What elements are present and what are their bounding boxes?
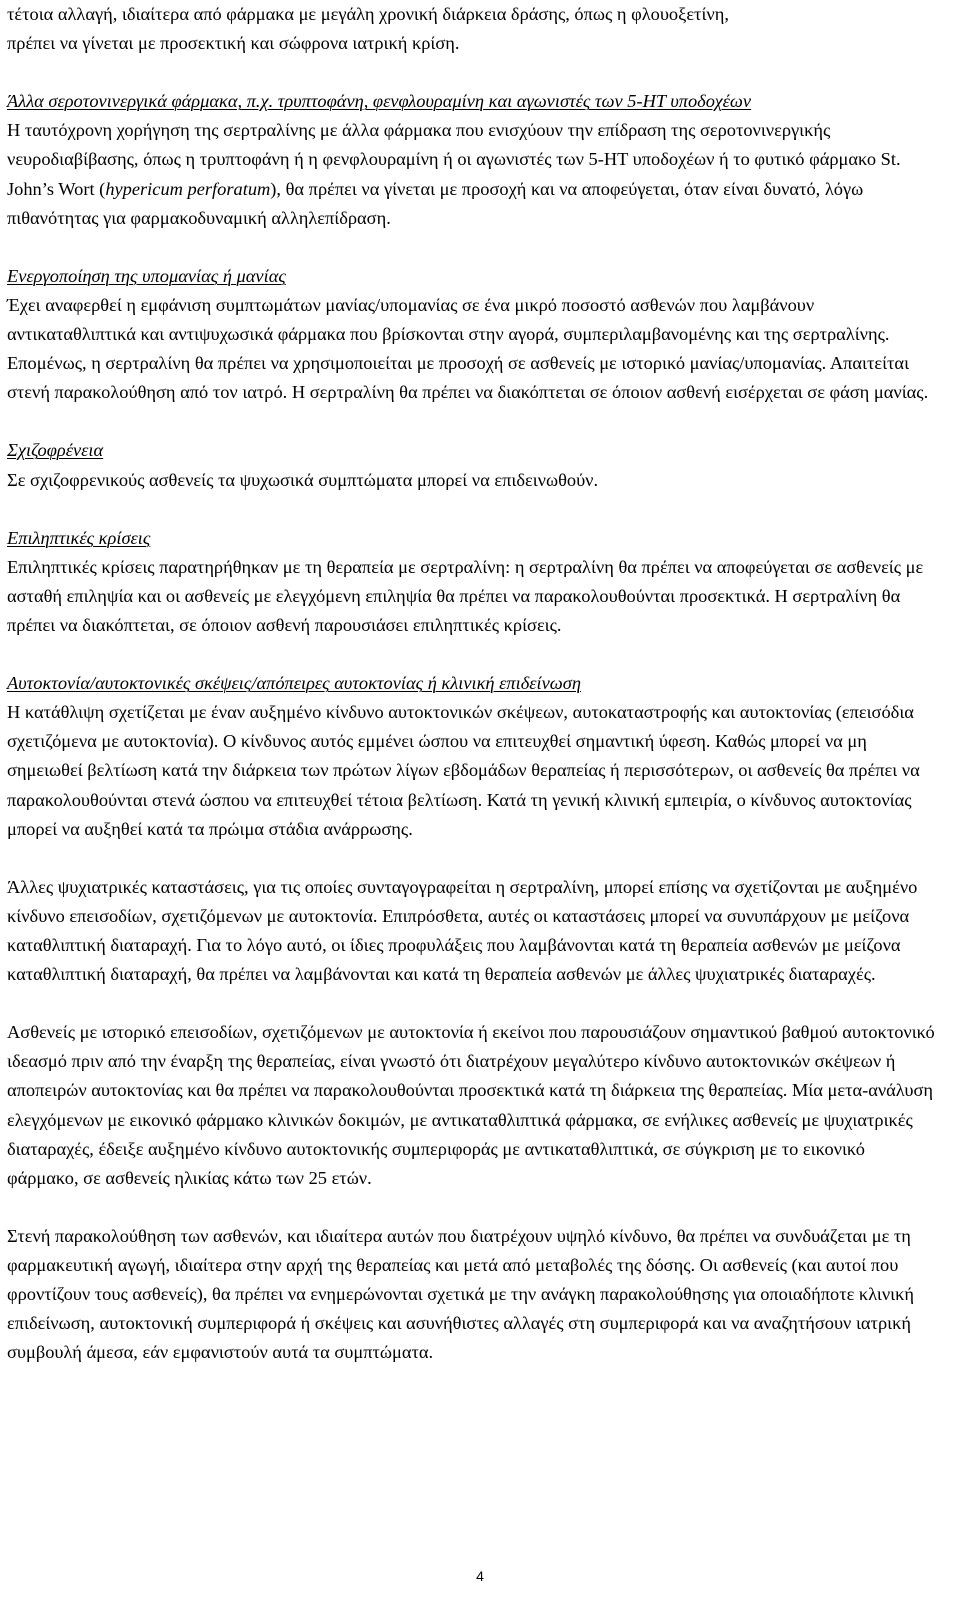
section-body-seizures: Επιληπτικές κρίσεις παρατηρήθηκαν με τη θεραπεία με σερτραλίνη: η σερτραλίνη θα πρέπει να αποφεύγεται σε ασθενείς με ασταθή επιληψία και οι ασθενείς με ελεγχόμενη επιληψία θα πρέπει να παρακολουθούνται προσεκτικά. Η σερτραλίνη θα πρέπει να διακόπτεται, σε όποιον ασθενή παρουσιάσει επιληπτικές κρίσεις. — [7, 556, 924, 635]
suicide-paragraph-4: Στενή παρακολούθηση των ασθενών, και ιδιαίτερα αυτών που διατρέχουν υψηλό κίνδυνο, θα πρέπει να συνδυάζεται με τη φαρμακευτική αγωγή, ιδιαίτερα στην αρχή της θεραπείας και μετά από μεταβολές της δόσης. Οι ασθενείς (και αυτοί που φροντίζουν τους ασθενείς), θα πρέπει να ενημερώνονται σχετικά με την ανάγκη παρακολούθησης για οποιαδήποτε κλινική επιδείνωση, αυτοκτονική συμπεριφορά ή σκέψεις και ασυνήθιστες αλλαγές στη συμπεριφορά και να αναζητήσουν ιατρική συμβουλή άμεσα, εάν εμφανιστούν αυτά τα συμπτώματα. — [7, 1225, 914, 1363]
paragraph-gap — [7, 495, 938, 524]
section-heading-mania: Ενεργοποίηση της υπομανίας ή μανίας — [7, 265, 286, 286]
suicide-paragraph-3: Ασθενείς με ιστορικό επεισοδίων, σχετιζόμενων με αυτοκτονία ή εκείνοι που παρουσιάζουν σημαντικού βαθμού αυτοκτονικό ιδεασμό πριν από την έναρξη της θεραπείας, είναι γνωστό ότι διατρέχουν μεγαλύτερο κίνδυνο αυτοκτονικών σκέψεων ή αποπειρών αυτοκτονίας και θα πρέπει να παρακολουθούνται προσεκτικά κατά τη διάρκεια της θεραπείας. Μία μετα-ανάλυση ελεγχόμενων με εικονικό φάρμακο κλινικών δοκιμών, με αντικαταθλιπτικά φάρμακα, σε ενήλικες ασθενείς με ψυχιατρικές διαταραχές, έδειξε αυξημένο κίνδυνο αυτοκτονικής συμπεριφοράς με αντικαταθλιπτικά, σε σύγκριση με το εικονικό φάρμακο, σε ασθενείς ηλικίας κάτω των 25 ετών. — [7, 1022, 935, 1188]
section-heading-seizures: Επιληπτικές κρίσεις — [7, 527, 151, 548]
serotonergic-text-end: ), θα πρέπει να γίνεται με προσοχή και να αποφεύγεται, όταν είναι δυνατό, λόγω πιθανότητας για φαρμακοδυναμική αλληλεπίδραση. — [7, 178, 864, 228]
paragraph-gap — [7, 407, 938, 436]
intro-line-1: τέτοια αλλαγή, ιδιαίτερα από φάρμακα με μεγάλη χρονική διάρκεια δράσης, όπως η φλουοξετίνη, — [7, 4, 729, 24]
paragraph-gap — [7, 640, 938, 669]
intro-line-2: πρέπει να γίνεται με προσεκτική και σώφρονα ιατρική κρίση. — [7, 33, 460, 54]
serotonergic-text-start: Η ταυτόχρονη χορήγηση της σερτραλίνης με άλλα φάρμακα που ενισχύουν την επίδραση της σεροτονινεργικής νευροδιαβίβασης, όπως η τρυπτοφάνη ή η φενφλουραμίνη ή οι αγωνιστές των 5-HT υποδοχέων ή το φυτικό φάρμακο St. John’s Wort ( — [7, 120, 901, 199]
section-body-serotonergic — [7, 116, 938, 232]
section-heading-schizophrenia: Σχιζοφρένεια — [7, 440, 104, 461]
section-heading-serotonergic: Άλλα σεροτονινεργικά φάρμακα, π.χ. τρυπτοφάνη, φενφλουραμίνη και αγωνιστές των 5-HT υποδοχέων — [7, 91, 752, 112]
paragraph-gap — [7, 844, 938, 873]
section-body-mania: Έχει αναφερθεί η εμφάνιση συμπτωμάτων μανίας/υπομανίας σε ένα μικρό ποσοστό ασθενών που λαμβάνουν αντικαταθλιπτικά και αντιψυχωσικά φάρμακα που βρίσκονται στην αγορά, συμπεριλαμβανομένης και της σερτραλίνης. Επομένως, η σερτραλίνη θα πρέπει να χρησιμοποιείται με προσοχή σε ασθενείς με ιστορικό μανίας/υπομανίας. Απαιτείται στενή παρακολούθηση από τον ιατρό. Η σερτραλίνη θα πρέπει να διακόπτεται σε όποιον ασθενή εισέρχεται σε φάση μανίας. — [7, 294, 929, 403]
paragraph-gap — [7, 233, 938, 262]
section-heading-suicide: Αυτοκτονία/αυτοκτονικές σκέψεις/απόπειρες αυτοκτονίας ή κλινική επιδείνωση — [7, 673, 581, 694]
serotonergic-latin-name: hypericum perforatum — [105, 178, 271, 199]
page-number: 4 — [476, 1568, 484, 1584]
paragraph-gap — [7, 58, 938, 87]
paragraph-gap — [7, 1193, 938, 1222]
paragraph-gap — [7, 989, 938, 1018]
suicide-paragraph-2: Άλλες ψυχιατρικές καταστάσεις, για τις οποίες συνταγογραφείται η σερτραλίνη, μπορεί επίσης να σχετίζονται με αυξημένο κίνδυνο επεισοδίων, σχετιζόμενων με αυτοκτονία. Επιπρόσθετα, αυτές οι καταστάσεις μπορεί να συνυπάρχουν με μείζονα καταθλιπτική διαταραχή. Για το λόγο αυτό, οι ίδιες προφυλάξεις που λαμβάνονται κατά τη θεραπεία ασθενών με μείζονα καταθλιπτική διαταραχή, θα πρέπει να λαμβάνονται και κατά τη θεραπεία ασθενών με άλλες ψυχιατρικές διαταραχές. — [7, 876, 918, 985]
section-body-schizophrenia: Σε σχιζοφρενικούς ασθενείς τα ψυχωσικά συμπτώματα μπορεί να επιδεινωθούν. — [7, 469, 599, 490]
section-body-suicide: Η κατάθλιψη σχετίζεται με έναν αυξημένο κίνδυνο αυτοκτονικών σκέψεων, αυτοκαταστροφής και αυτοκτονίας (επεισόδια σχετιζόμενα με αυτοκτονία). Ο κίνδυνος αυτός εμμένει ώσπου να επιτευχθεί σημαντική ύφεση. Καθώς μπορεί να μη σημειωθεί βελτίωση κατά την διάρκεια των πρώτων λίγων εβδομάδων θεραπείας ή περισσότερων, οι ασθενείς θα πρέπει να παρακολουθούνται στενά ώσπου να επιτευχθεί τέτοια βελτίωση. Κατά τη γενική κλινική εμπειρία, ο κίνδυνος αυτοκτονίας μπορεί να αυξηθεί κατά τα πρώιμα στάδια ανάρρωσης. — [7, 702, 920, 839]
